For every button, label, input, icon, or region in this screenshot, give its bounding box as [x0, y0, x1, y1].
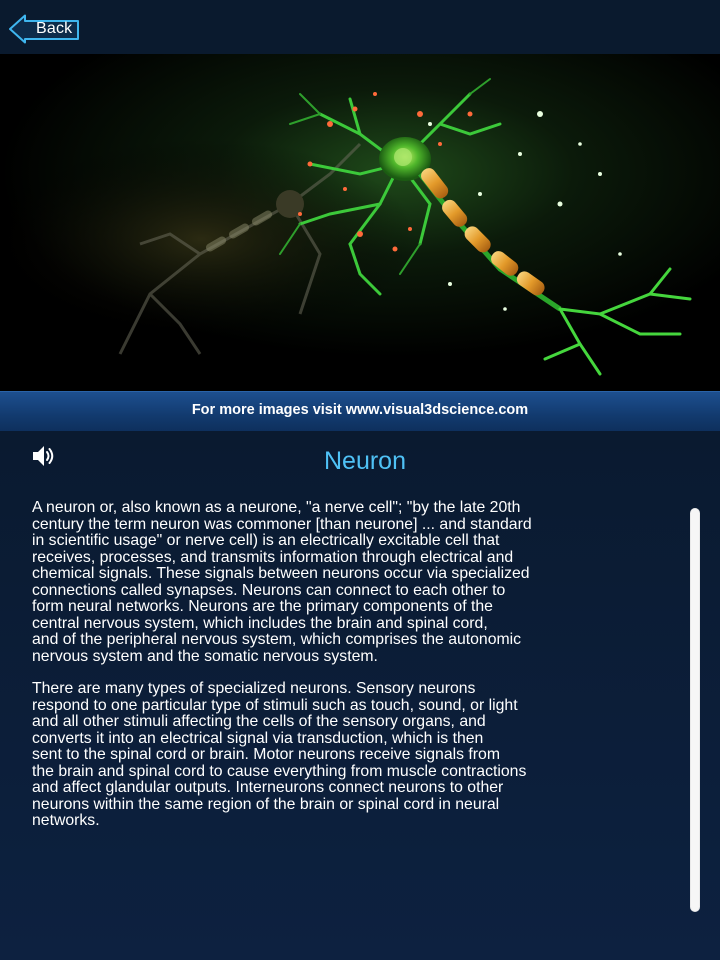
- top-bar: [0, 0, 720, 54]
- neuron-hero-image: [0, 54, 720, 391]
- page-title: Neuron: [324, 447, 406, 475]
- article-body: [32, 500, 682, 846]
- article-paragraph: There are many types of specialized neurons. Sensory neurons respond to one particular type of stimuli such as touch, sound, or light and all other stimuli affecting the cells of the sensory organs, and converts it into an electrical signal via transduction, which is then sent to the spinal cord or brain. Motor neurons receive signals from the brain and spinal cord to cause everything from muscle contractions and affect glandular outputs. Interneurons connect neurons to other neurons within the same region of the brain or spinal cord in neural networks.: [32, 680, 527, 829]
- article-paragraph: A neuron or, also known as a neurone, "a nerve cell"; "by the late 20th century the term neuron was commoner [than neurone] ... and standard in scientific usage" or nerve cell) is an electrically excitable cell that receives, processes, and transmits information through electrical and chemical signals. These signals between neurons occur via specialized connections called synapses. Neurons can connect to each other to form neural networks. Neurons are the primary components of the central nervous system, which includes the brain and spinal cord, and of the peripheral nervous system, which comprises the autonomic nervous system and the somatic nervous system.: [32, 499, 532, 665]
- back-label: Back: [36, 20, 73, 37]
- scrollbar-thumb[interactable]: [691, 509, 699, 911]
- promo-banner[interactable]: For more images visit www.visual3dscience.com: [0, 391, 720, 432]
- back-button[interactable]: [9, 14, 81, 44]
